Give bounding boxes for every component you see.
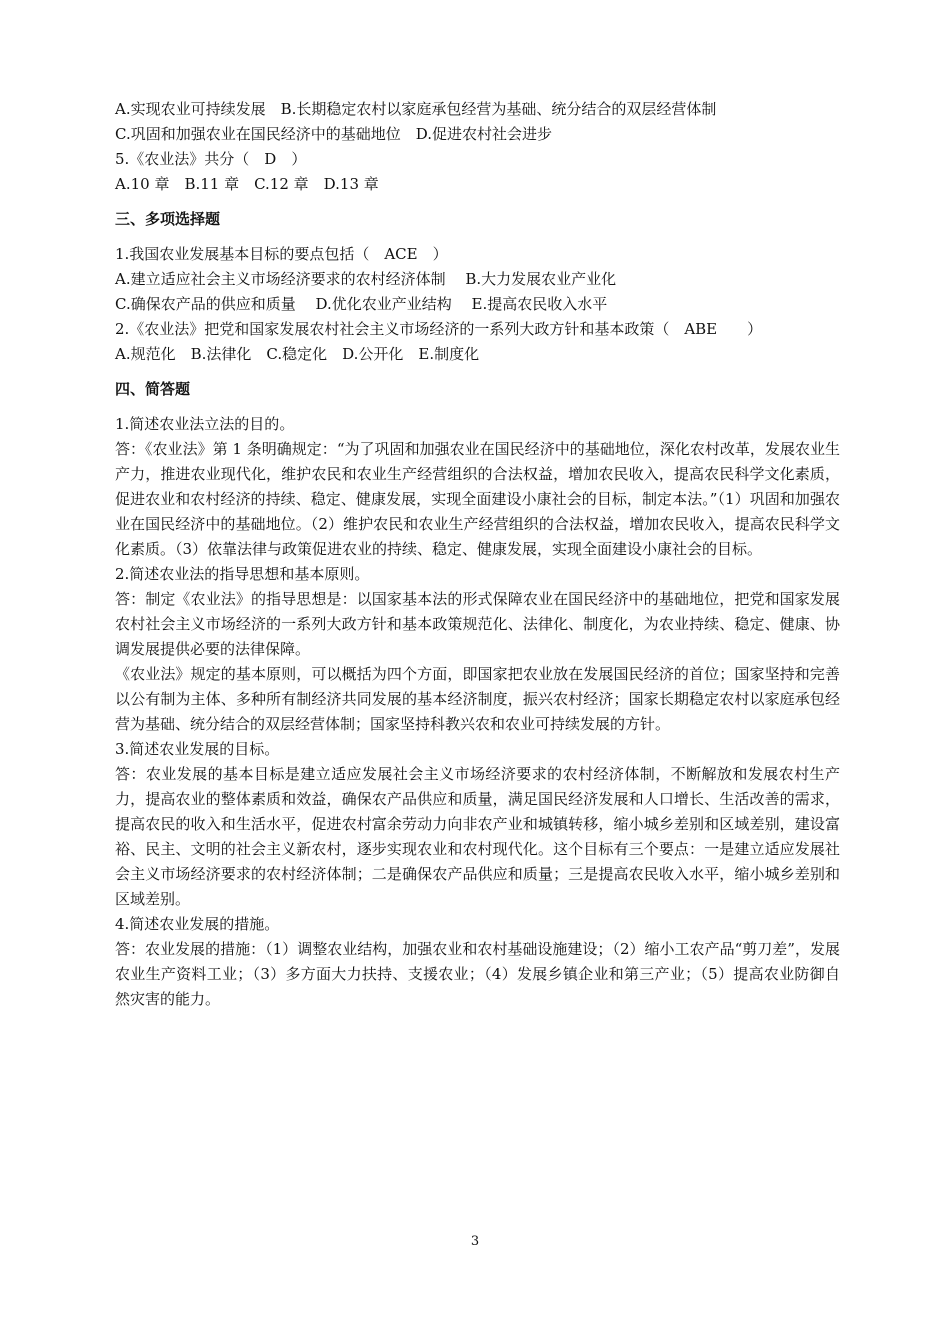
option-line: C.巩固和加强农业在国民经济中的基础地位 D.促进农村社会进步 — [115, 125, 552, 143]
section-heading-multiple-choice: 三、多项选择题 — [115, 210, 221, 228]
answer-paragraph: 答：农业发展的措施：（1）调整农业结构，加强农业和农村基础设施建设；（2）缩小工农产品“剪刀差”，发展农业生产资料工业；（3）多方面大力扶持、支援农业；（4）发展乡镇企业和第三产业；（5）提高农业防御自然灾害的能力。 — [115, 940, 840, 1008]
option-line: A.规范化 B.法律化 C.稳定化 D.公开化 E.制度化 — [115, 345, 480, 363]
question-line: 4.简述农业发展的措施。 — [115, 915, 280, 933]
question-line: 3.简述农业发展的目标。 — [115, 740, 280, 758]
answer-paragraph: 答：农业发展的基本目标是建立适应发展社会主义市场经济要求的农村经济体制，不断解放和发展农村生产力，提高农业的整体素质和效益，确保农产品供应和质量，满足国民经济发展和人口增长、生活改善的需求，提高农民的收入和生活水平，促进农村富余劳动力向非农产业和城镇转移，缩小城乡差别和区域差别，建设富裕、民主、文明的社会主义新农村，逐步实现农业和农村现代化。这个目标有三个要点：一是建立适应发展社会主义市场经济要求的农村经济体制；二是确保农产品供应和质量；三是提高农民收入水平，缩小城乡差别和区域差别。 — [115, 765, 840, 908]
option-line: A.实现农业可持续发展 B.长期稳定农村以家庭承包经营为基础、统分结合的双层经营体制 — [115, 100, 717, 118]
question-line: 2.《农业法》把党和国家发展农村社会主义市场经济的一系列大政方针和基本政策（ ABE ） — [115, 320, 763, 338]
page-number: 3 — [470, 1234, 480, 1249]
question-line: 5.《农业法》共分（ D ） — [115, 150, 307, 168]
section-heading-short-answer: 四、简答题 — [115, 380, 191, 398]
page-content — [115, 97, 840, 1012]
question-line: 2.简述农业法的指导思想和基本原则。 — [115, 565, 370, 583]
question-line: 1.简述农业法立法的目的。 — [115, 415, 295, 433]
option-line: C.确保农产品的供应和质量 D.优化农业产业结构 E.提高农民收入水平 — [115, 295, 608, 313]
question-line: 1.我国农业发展基本目标的要点包括（ ACE ） — [115, 245, 448, 263]
answer-paragraph: 《农业法》规定的基本原则，可以概括为四个方面，即国家把农业放在发展国民经济的首位；国家坚持和完善以公有制为主体、多种所有制经济共同发展的基本经济制度，振兴农村经济；国家长期稳定农村以家庭承包经营为基础、统分结合的双层经营体制；国家坚持科教兴农和农业可持续发展的方针。 — [115, 665, 840, 733]
answer-paragraph: 答：《农业法》第 1 条明确规定：“为了巩固和加强农业在国民经济中的基础地位，深化农村改革，发展农业生产力，推进农业现代化，维护农民和农业生产经营组织的合法权益，增加农民收入，提高农民科学文化素质，促进农业和农村经济的持续、稳定、健康发展，实现全面建设小康社会的目标，制定本法。”（1）巩固和加强农业在国民经济中的基础地位。（2）维护农民和农业生产经营组织的合法权益，增加农民收入，提高农民科学文化素质。（3）依靠法律与政策促进农业的持续、稳定、健康发展，实现全面建设小康社会的目标。 — [115, 440, 840, 558]
option-line: A.建立适应社会主义市场经济要求的农村经济体制 B.大力发展农业产业化 — [115, 270, 617, 288]
option-line: A.10 章 B.11 章 C.12 章 D.13 章 — [115, 175, 379, 193]
answer-paragraph: 答：制定《农业法》的指导思想是：以国家基本法的形式保障农业在国民经济中的基础地位，把党和国家发展农村社会主义市场经济的一系列大政方针和基本政策规范化、法律化、制度化，为农业持续、稳定、健康、协调发展提供必要的法律保障。 — [115, 590, 840, 658]
